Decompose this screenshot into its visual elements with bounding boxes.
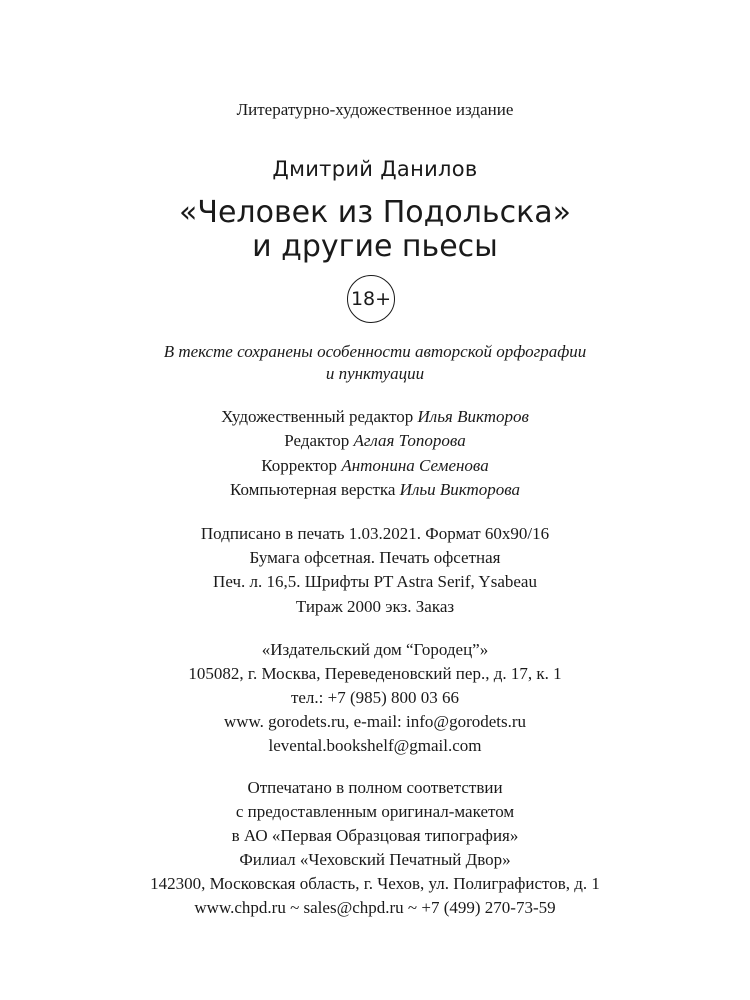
credit-role: Компьютерная верстка bbox=[229, 480, 396, 499]
credit-layout bbox=[0, 480, 750, 500]
printer-line: Отпечатано в полном соответствии bbox=[247, 778, 503, 797]
print-info-line: Бумага офсетная. Печать офсетная bbox=[249, 548, 501, 567]
edition-type: Литературно-художественное издание bbox=[236, 100, 514, 119]
print-info-line: Тираж 2000 экз. Заказ bbox=[295, 597, 455, 616]
print-info-line: Подписано в печать 1.03.2021. Формат 60x90/16 bbox=[200, 524, 550, 543]
printer-line: Филиал «Чеховский Печатный Двор» bbox=[239, 850, 511, 869]
publisher-address: 105082, г. Москва, Переведеновский пер., д. 17, к. 1 bbox=[188, 664, 562, 683]
publisher-name: «Издательский дом “Городец”» bbox=[261, 640, 489, 659]
orthography-note-line-1: В тексте сохранены особенности авторской орфографии bbox=[163, 342, 587, 361]
book-title-line-2: и другие пьесы bbox=[252, 229, 498, 264]
orthography-note-line-2: и пунктуации bbox=[325, 364, 425, 383]
credit-proofreader bbox=[0, 456, 750, 476]
credit-name: Аглая Топорова bbox=[353, 431, 466, 450]
credit-role: Художественный редактор bbox=[221, 407, 414, 426]
publisher-web-email: www. gorodets.ru, e-mail: info@gorodets.ru bbox=[223, 712, 527, 731]
credit-role: Редактор bbox=[284, 431, 350, 450]
printer-line: с предоставленным оригинал-макетом bbox=[235, 802, 515, 821]
credit-name: Антонина Семенова bbox=[341, 456, 489, 475]
credit-editor bbox=[0, 431, 750, 451]
credit-name: Ильи Викторова bbox=[399, 480, 520, 499]
credit-name: Илья Викторов bbox=[417, 407, 529, 426]
printer-contacts: www.chpd.ru ~ sales@chpd.ru ~ +7 (499) 270-73-59 bbox=[194, 898, 556, 917]
publisher-email: levental.bookshelf@gmail.com bbox=[268, 736, 482, 755]
book-title-line-1: «Человек из Подольска» bbox=[179, 195, 571, 230]
printer-line: в АО «Первая Образцовая типография» bbox=[231, 826, 519, 845]
credit-role: Корректор bbox=[261, 456, 338, 475]
credit-art-editor bbox=[0, 407, 750, 427]
print-info-line: Печ. л. 16,5. Шрифты PT Astra Serif, Ysabeau bbox=[213, 572, 537, 591]
publisher-phone: тел.: +7 (985) 800 03 66 bbox=[290, 688, 460, 707]
author-name: Дмитрий Данилов bbox=[272, 157, 478, 181]
age-rating-badge: 18+ bbox=[347, 275, 395, 323]
printer-address: 142300, Московская область, г. Чехов, ул. Полиграфистов, д. 1 bbox=[150, 874, 600, 893]
